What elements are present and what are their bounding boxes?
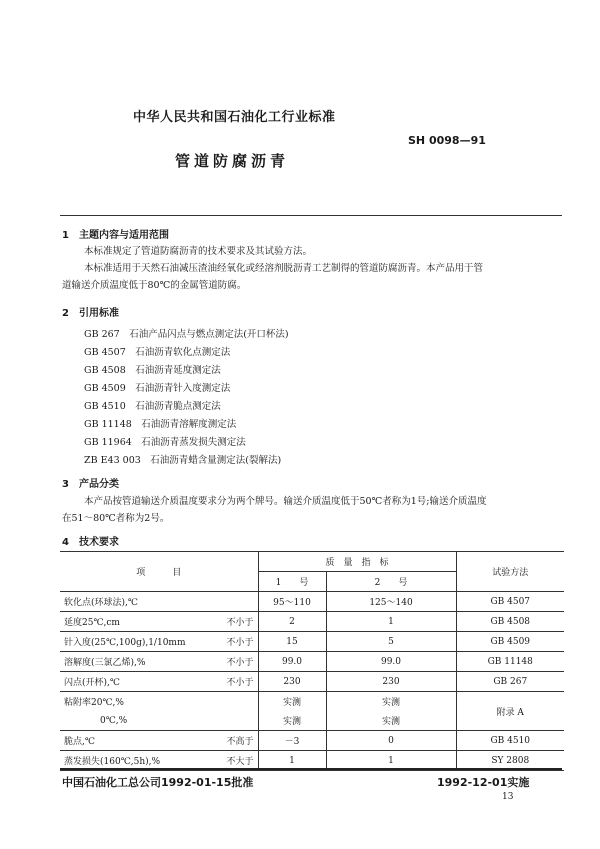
table-cell-item: 闪点(开杯),℃ (60, 672, 220, 692)
table-cell-item: 蒸发损失(160℃,5h),% (64, 757, 161, 767)
table-cell-condition: 不小于 (220, 672, 258, 692)
table-cell-grade-2: 实测 (326, 692, 456, 712)
table-cell-method: GB 4507 (456, 592, 564, 612)
table-cell-condition: 不大于 (226, 757, 254, 767)
table-cell-item: 粘附率20℃,% (64, 698, 124, 708)
table-cell-method: 附录 A (456, 692, 564, 731)
table-cell-grade-2: 125～140 (326, 592, 456, 612)
section-1-heading: 1 主题内容与适用范围 (62, 230, 169, 241)
table-cell-method: GB 4509 (456, 632, 564, 652)
table-header-grade-2: 2 号 (326, 572, 456, 592)
table-cell-method: GB 4508 (456, 612, 564, 632)
page-number: 13 (502, 792, 514, 802)
section-3-para-b: 在51～80℃者称为2号。 (62, 513, 170, 524)
table-cell-condition: 不小于 (220, 652, 258, 672)
table-cell-grade-2: 230 (326, 672, 456, 692)
table-cell-item: 针入度(25℃,100g),1/10mm (60, 632, 220, 652)
table-cell-grade-1: 99.0 (258, 652, 326, 672)
table-cell-method: GB 267 (456, 672, 564, 692)
reference-item: GB 11148 石油沥青溶解度测定法 (84, 419, 237, 430)
table-cell-grade-2: 99.0 (326, 652, 456, 672)
table-cell-item: 脆点,℃ (60, 731, 220, 751)
table-header-quality: 质 量 指 标 (258, 552, 456, 572)
effective-date: 1992-12-01实施 (437, 776, 530, 789)
section-3-para-a: 本产品按管道输送介质温度要求分为两个牌号。输送介质温度低于50℃者称为1号;输送介质温度 (84, 496, 487, 507)
standard-code: SH 0098—91 (408, 134, 486, 147)
reference-item: GB 4509 石油沥青针入度测定法 (84, 383, 231, 394)
table-cell-condition (220, 592, 258, 612)
table-cell-method: GB 4510 (456, 731, 564, 751)
table-cell-condition: 不高于 (220, 731, 258, 751)
reference-item: GB 4510 石油沥青脆点测定法 (84, 401, 221, 412)
table-header-method: 试验方法 (456, 552, 564, 592)
standard-title: 中华人民共和国石油化工行业标准 (133, 110, 336, 125)
reference-item: ZB E43 003 石油沥青蜡含量测定法(裂解法) (84, 455, 282, 466)
table-cell-grade-1: 实测 (258, 711, 326, 731)
table-header-grade-1: 1 号 (258, 572, 326, 592)
table-cell-grade-2: 0 (326, 731, 456, 751)
table-header-item: 项 目 (60, 552, 258, 592)
reference-item: GB 11964 石油沥青蒸发损失测定法 (84, 437, 246, 448)
section-2-heading: 2 引用标准 (62, 308, 119, 319)
section-1-para-2b: 道输送介质温度低于80℃的金属管道防腐。 (62, 280, 247, 291)
table-cell-grade-1: 实测 (258, 692, 326, 712)
table-cell-item: 软化点(环球法),℃ (60, 592, 220, 612)
reference-item: GB 4507 石油沥青软化点测定法 (84, 347, 231, 358)
table-cell-grade-1: 95～110 (258, 592, 326, 612)
approval-date: 中国石油化工总公司1992-01-15批准 (62, 776, 254, 789)
table-cell-item: 溶解度(三氯乙烯),% (60, 652, 220, 672)
header-rule (60, 215, 562, 216)
table-cell-item: 0℃,% (60, 711, 220, 731)
reference-item: GB 267 石油产品闪点与燃点测定法(开口杯法) (84, 329, 289, 340)
footer-rule (60, 768, 562, 770)
table-cell-grade-1: 1 (258, 751, 326, 771)
table-cell-condition: 不小于 (220, 612, 258, 632)
section-4-heading: 4 技术要求 (62, 537, 119, 548)
table-cell-item: 延度25℃,cm (60, 612, 220, 632)
document-title: 管道防腐沥青 (175, 152, 290, 170)
table-cell-grade-1: 15 (258, 632, 326, 652)
section-1-para-1: 本标准规定了管道防腐沥青的技术要求及其试验方法。 (84, 246, 313, 257)
table-cell-method: GB 11148 (456, 652, 564, 672)
table-cell-grade-2: 1 (326, 612, 456, 632)
table-cell-grade-2: 1 (326, 751, 456, 771)
table-cell-grade-2: 实测 (326, 711, 456, 731)
technical-requirements-table (60, 551, 564, 771)
reference-item: GB 4508 石油沥青延度测定法 (84, 365, 221, 376)
table-cell-grade-2: 5 (326, 632, 456, 652)
table-cell-grade-1: 2 (258, 612, 326, 632)
table-cell-grade-1: －3 (258, 731, 326, 751)
section-1-para-2a: 本标准适用于天然石油减压渣油经氧化或经溶剂脱沥青工艺制得的管道防腐沥青。本产品用于管 (84, 263, 484, 274)
table-cell-grade-1: 230 (258, 672, 326, 692)
section-3-heading: 3 产品分类 (62, 479, 119, 490)
table-cell-method: SY 2808 (456, 751, 564, 771)
table-cell-condition: 不小于 (220, 632, 258, 652)
